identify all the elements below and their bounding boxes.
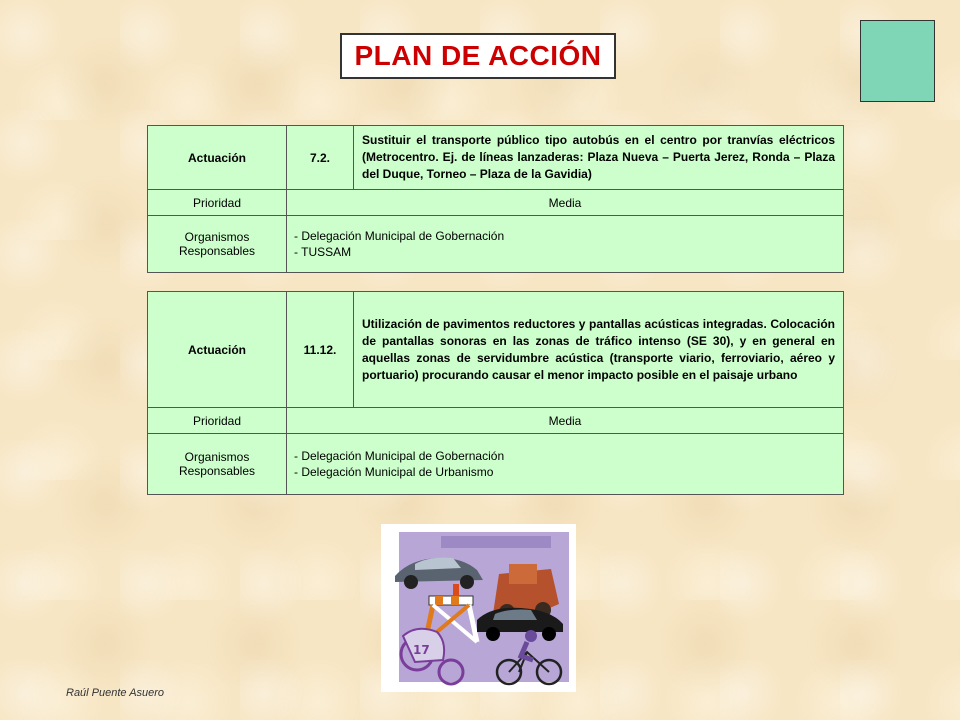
green-square-decoration [860,20,935,102]
action-table-1 [147,125,844,273]
action-description: Utilización de pavimentos reductores y pantallas acústicas integradas. Colocación de pantallas sonoras en las zonas de tráfico intenso (SE 30), y en general en aquellas zonas de servidumbre acústica (transporte viario, ferroviario, aéreo y portuario) procurando causar el menor impacto posible en el paisaje urbano [354,292,844,408]
action-header: Actuación [148,292,287,408]
responsables-label-line2: Responsables [178,464,256,478]
action-header: Actuación [148,126,287,190]
page-title-box [340,33,616,79]
organism-item: - TUSSAM [294,245,352,259]
priority-value: Media [287,190,844,216]
organisms-list [287,434,844,495]
action-description: Sustituir el transporte público tipo autobús en el centro por tranvías eléctricos (Metrocentro. Ej. de líneas lanzaderas: Plaza Nueva – Puerta Jerez, Ronda – Plaza del Duque, Torneo – Plaza de la Gavidia) [354,126,844,190]
organism-item: - Delegación Municipal de Gobernación [294,229,505,243]
priority-value: Media [287,408,844,434]
responsables-label-line1: Organismos [184,450,250,464]
organisms-list [287,216,844,273]
responsables-label-line1: Organismos [184,230,250,244]
organism-item: - Delegación Municipal de Urbanismo [294,465,494,479]
priority-label: Prioridad [148,190,287,216]
responsables-label [148,216,287,273]
organism-item: - Delegación Municipal de Gobernación [294,449,505,463]
priority-label: Prioridad [148,408,287,434]
traffic-collage-icon [381,524,576,692]
svg-text:17: 17 [413,643,430,657]
responsables-label-line2: Responsables [178,244,256,258]
traffic-collage-svg [381,524,576,692]
author-credit: Raúl Puente Asuero [66,687,165,699]
action-table-2 [147,291,844,495]
page-title: PLAN DE ACCIÓN [354,40,602,71]
responsables-label [148,434,287,495]
action-number: 11.12. [287,292,354,408]
action-number: 7.2. [287,126,354,190]
